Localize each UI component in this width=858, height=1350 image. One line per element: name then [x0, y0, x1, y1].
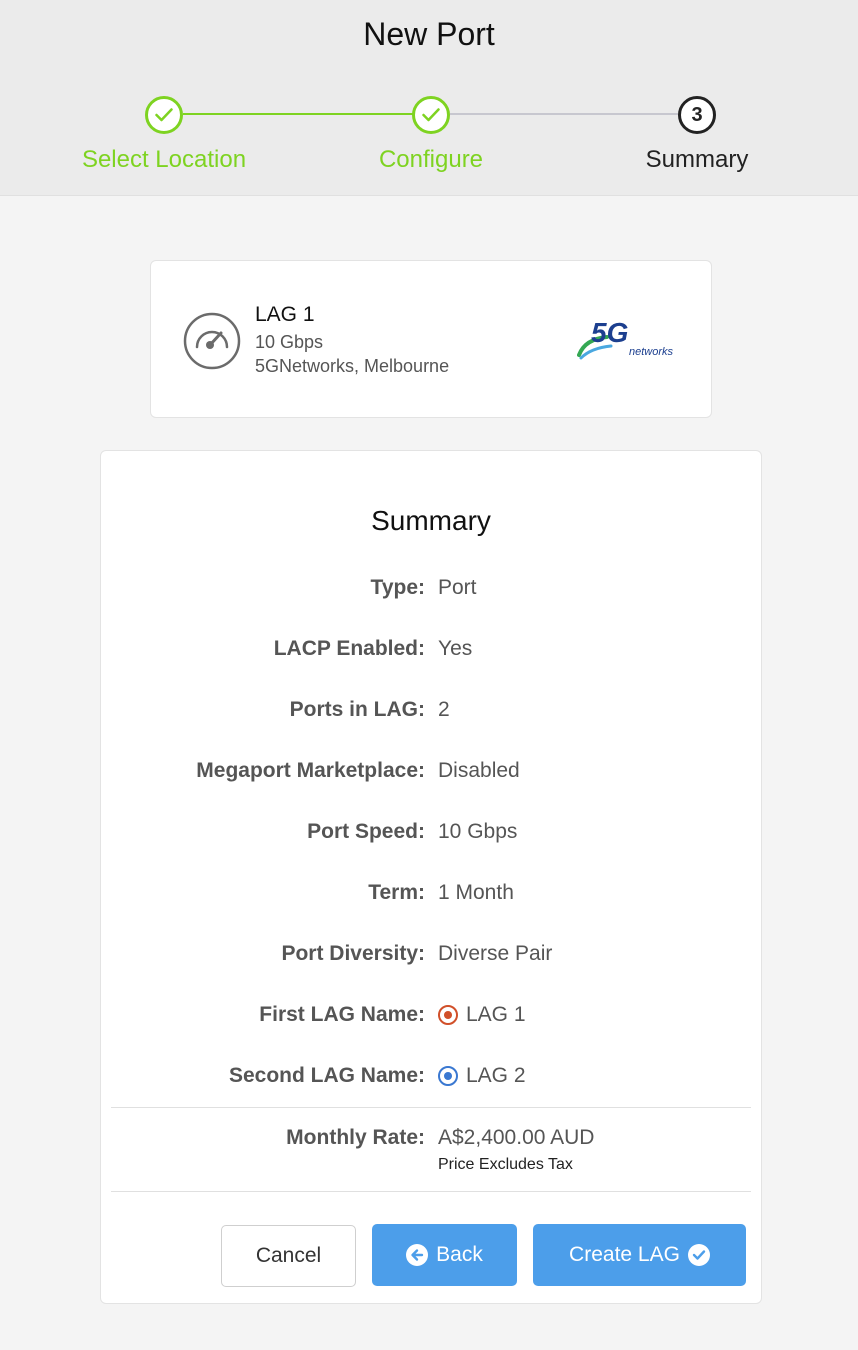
wizard-header [0, 0, 858, 196]
diversity-zone-blue-icon [438, 1066, 458, 1086]
product-card [150, 260, 712, 418]
page-title: New Port [363, 16, 495, 52]
diversity-zone-red-icon [438, 1005, 458, 1025]
summary-row-lacp [101, 637, 761, 667]
product-name: LAG 1 [255, 303, 315, 326]
row-label: Monthly Rate: [286, 1126, 425, 1149]
step-connector-pending [450, 113, 678, 115]
row-value: 1 Month [438, 881, 514, 904]
summary-title: Summary [371, 505, 491, 536]
arrow-left-icon [406, 1244, 428, 1266]
summary-row-monthly-rate [101, 1126, 761, 1156]
summary-row-ports-in-lag [101, 698, 761, 728]
summary-row-marketplace [101, 759, 761, 789]
row-value: 2 [438, 698, 450, 721]
step-2-indicator[interactable] [412, 96, 450, 134]
summary-row-type [101, 576, 761, 606]
row-value: Yes [438, 637, 473, 660]
row-value: Diverse Pair [438, 942, 553, 965]
step-label-summary: Summary [645, 146, 749, 173]
step-label-configure[interactable]: Configure [378, 146, 484, 173]
divider [111, 1191, 751, 1192]
summary-row-second-lag-name [101, 1064, 761, 1094]
back-button[interactable]: Back [372, 1224, 517, 1286]
summary-card [100, 450, 762, 1304]
row-label: Type: [370, 576, 425, 599]
step-connector-completed [183, 113, 413, 115]
product-location: 5GNetworks, Melbourne [255, 356, 450, 376]
row-value: LAG 1 [438, 1003, 526, 1027]
row-label: LACP Enabled: [273, 637, 425, 660]
price-tax-note: Price Excludes Tax [438, 1156, 573, 1173]
row-label: Ports in LAG: [289, 698, 425, 721]
cancel-button[interactable]: Cancel [221, 1225, 356, 1287]
check-icon [155, 108, 173, 122]
summary-row-first-lag-name [101, 1003, 761, 1033]
speedometer-icon [183, 312, 241, 370]
step-label-select-location[interactable]: Select Location [81, 146, 247, 173]
row-label: Megaport Marketplace: [196, 759, 425, 782]
check-circle-icon [688, 1244, 710, 1266]
divider [111, 1107, 751, 1108]
product-speed: 10 Gbps [255, 332, 324, 352]
summary-row-port-speed [101, 820, 761, 850]
summary-row-term [101, 881, 761, 911]
row-value: Disabled [438, 759, 520, 782]
row-label: Term: [368, 881, 425, 904]
provider-logo [577, 315, 681, 363]
row-value: 10 Gbps [438, 820, 518, 843]
summary-row-port-diversity [101, 942, 761, 972]
create-lag-button[interactable]: Create LAG [533, 1224, 746, 1286]
row-label: Port Speed: [307, 820, 425, 843]
check-icon [422, 108, 440, 122]
step-3-indicator: 3 [678, 96, 716, 134]
row-value: LAG 2 [438, 1064, 526, 1088]
logo-main-text: 5G [591, 317, 629, 348]
step-1-indicator[interactable] [145, 96, 183, 134]
logo-sub-text: networks [629, 346, 674, 358]
row-label: Port Diversity: [281, 942, 425, 965]
row-label: Second LAG Name: [228, 1064, 425, 1087]
row-label: First LAG Name: [259, 1003, 425, 1026]
monthly-rate-value: A$2,400.00 AUD [438, 1126, 595, 1149]
row-value: Port [438, 576, 477, 599]
